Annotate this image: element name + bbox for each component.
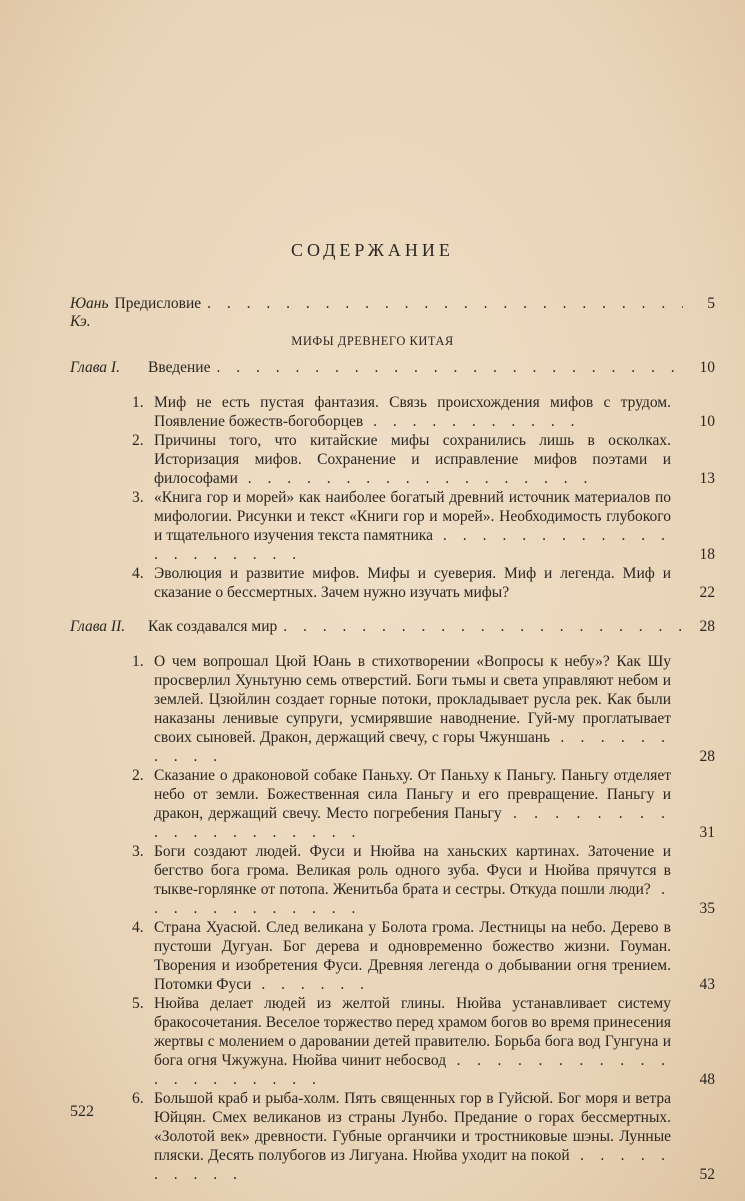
entry-page-number: 28 bbox=[699, 748, 715, 765]
entry-text: Эволюция и развитие мифов. Мифы и суеверия. Миф и легенда. Миф и сказание о бессмертных. Зачем нужно изучать мифы? bbox=[154, 565, 671, 601]
toc-entry bbox=[132, 488, 715, 564]
entry-number: 3. bbox=[132, 489, 144, 506]
leader-dots: . . . . . . . . . . . . . . . . . . . . bbox=[154, 527, 671, 563]
entry-text: Миф не есть пустая фантазия. Связь происхождения мифов с трудом. Появление божеств-богоборцев bbox=[154, 394, 671, 430]
entry-text: «Книга гор и морей» как наиболее богатый древний источник материалов по мифологии. Рисунки и текст «Книги гор и морей». Необходимость глубокого и тщательного изучения текста памятника bbox=[154, 489, 671, 544]
toc-entry bbox=[132, 766, 715, 842]
entry-page-number: 48 bbox=[699, 1071, 715, 1088]
entry-text: Сказание о драконовой собаке Паньху. От Паньху к Паньгу. Паньгу отделяет небо от земли. Божественная сила Паньгу и его превращение. Паньгу и дракон, держащий свечу. Место погребения Паньгу bbox=[154, 767, 671, 822]
chapter-title: Как создавался мир bbox=[148, 618, 278, 635]
entry-number: 5. bbox=[132, 995, 144, 1012]
leader-dots: . . . . . . . . . . bbox=[154, 1147, 671, 1183]
leader-dots: . . . . . . . . . . . . . . . . . . bbox=[237, 470, 594, 487]
toc-entry bbox=[132, 652, 715, 766]
preface-page-number: 5 bbox=[707, 295, 715, 312]
entry-page-number: 22 bbox=[699, 584, 715, 601]
chapter-heading-2 bbox=[70, 617, 715, 636]
chapter-page-number: 28 bbox=[699, 618, 715, 635]
entry-number: 2. bbox=[132, 432, 144, 449]
toc-entry bbox=[132, 918, 715, 994]
toc-entry bbox=[132, 842, 715, 918]
section-heading: МИФЫ ДРЕВНЕГО КИТАЯ bbox=[291, 334, 454, 348]
chapter-heading-1 bbox=[70, 358, 715, 377]
leader-dots: . . . . . . . . . . . . . . . . . . . bbox=[154, 805, 672, 841]
chapter-1-entries bbox=[132, 393, 715, 602]
preface-label: Предисловие bbox=[114, 295, 202, 312]
preface-entry bbox=[70, 295, 715, 331]
page-folio-number: 522 bbox=[70, 1103, 94, 1120]
toc-entry bbox=[132, 1089, 715, 1184]
entry-page-number: 13 bbox=[699, 470, 715, 487]
entry-page-number: 18 bbox=[699, 546, 715, 563]
chapter-title: Введение bbox=[148, 359, 211, 376]
leader-dots bbox=[207, 295, 683, 313]
entry-number: 6. bbox=[132, 1090, 144, 1107]
entry-number: 2. bbox=[132, 767, 144, 784]
entry-page-number: 31 bbox=[699, 824, 715, 841]
toc-entry bbox=[132, 393, 715, 431]
toc-entry bbox=[132, 431, 715, 488]
entry-page-number: 35 bbox=[699, 900, 715, 917]
toc-entry bbox=[132, 994, 715, 1089]
entry-text: Нюйва делает людей из желтой глины. Нюйва устанавливает систему бракосочетания. Веселое торжество перед храмом богов во время принесения жертвы с молением о даровании детей правителю. Борьба бога вод Гунгуна и бога огня Чжужуна. Нюйва чинит небосвод bbox=[154, 995, 671, 1069]
entry-page-number: 10 bbox=[699, 413, 715, 430]
entry-text: Страна Хуасюй. След великана у Болота грома. Лестницы на небо. Дерево в пустоши Дугуан. Бог дерева и одновременно божество жизни. Гоуман. Творения и изобретения Фуси. Древняя легенда о добывании огня трением. Потомки Фуси bbox=[154, 919, 671, 993]
table-of-contents bbox=[70, 358, 715, 1199]
leader-dots: . . . . . . . . . . . . bbox=[154, 881, 672, 917]
entry-text: О чем вопрошал Цюй Юань в стихотворении «Вопросы к небу»? Как Шу просверлил Хуньтуню семь отверстий. Боги тьмы и света управляют небом и землей. Цзюйлин создает горные потоки, прокладывает русла рек. Как были наказаны ленивые супруги, усмирявшие наводнение. Гуй-му проглатывает своих сыновей. Дракон, держащий свечу, с горы Чжуншань bbox=[154, 653, 671, 746]
entry-text: Боги создают людей. Фуси и Нюйва на ханьских картинах. Заточение и бегство бога грома. Великая роль одного зуба. Фуси и Нюйва прячутся в тыкве-горлянке от потопа. Женитьба брата и сестры. Откуда пошли люди? bbox=[154, 843, 671, 898]
entry-text: Причины того, что китайские мифы сохранились лишь в осколках. Историзация мифов. Сохранение и исправление мифов поэтами и философами bbox=[154, 432, 671, 487]
chapter-page-number: 10 bbox=[699, 359, 715, 376]
chapter-label: Глава I. bbox=[70, 359, 120, 376]
toc-entry bbox=[132, 564, 715, 602]
leader-dots bbox=[283, 617, 683, 636]
chapter-label: Глава II. bbox=[70, 618, 126, 635]
leader-dots: . . . . . . . . . . . bbox=[363, 413, 581, 430]
leader-dots: . . . . . . . . . . . . . . . . . . . . bbox=[154, 1052, 671, 1088]
entry-number: 1. bbox=[132, 653, 144, 670]
chapter-2-entries bbox=[132, 652, 715, 1184]
leader-dots bbox=[216, 358, 683, 377]
leader-dots: . . . . . . . . . . bbox=[154, 729, 672, 765]
entry-page-number: 52 bbox=[699, 1166, 715, 1183]
entry-number: 4. bbox=[132, 565, 144, 582]
page-title: СОДЕРЖАНИЕ bbox=[291, 240, 454, 260]
entry-number: 3. bbox=[132, 843, 144, 860]
entry-text: Большой краб и рыба-холм. Пять священных гор в Гуйсюй. Бог моря и ветра Юйцян. Смех великанов из страны Лунбо. Предание о горах бессмертных. «Золотой век» древности. Губные органчики и тростниковые шэны. Лунные пляски. Десять полубогов из Лигуана. Нюйва уходит на покой bbox=[154, 1090, 671, 1164]
entry-page-number: 43 bbox=[699, 976, 715, 993]
leader-dots: . . . . . . bbox=[251, 976, 370, 993]
entry-number: 1. bbox=[132, 394, 144, 411]
entry-number: 4. bbox=[132, 919, 144, 936]
preface-author: Юань Кэ. bbox=[70, 295, 109, 330]
